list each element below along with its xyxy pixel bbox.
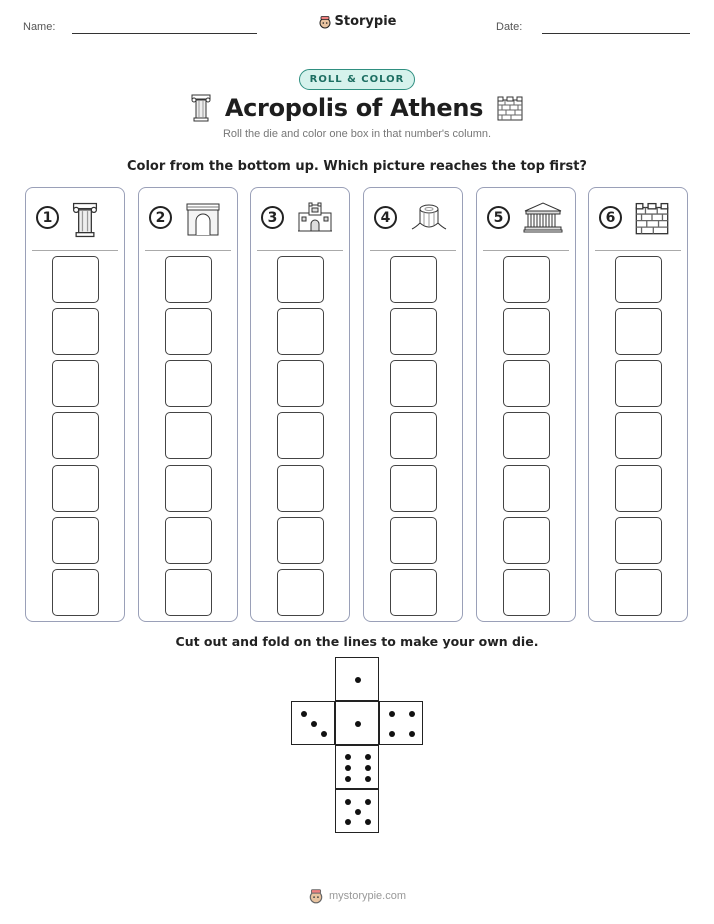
date-label: Date: xyxy=(496,21,523,33)
roll-column-2 xyxy=(138,187,238,622)
color-box[interactable] xyxy=(52,569,99,616)
brand-logo xyxy=(0,14,714,33)
color-box[interactable] xyxy=(52,517,99,564)
die-pip xyxy=(321,731,327,737)
column-divider xyxy=(483,250,569,251)
color-box[interactable] xyxy=(390,256,437,303)
color-box[interactable] xyxy=(277,308,324,355)
column-divider xyxy=(32,250,118,251)
die-pip xyxy=(345,776,351,782)
color-box[interactable] xyxy=(277,517,324,564)
instruction: Color from the bottom up. Which picture reaches the top first? xyxy=(127,159,587,174)
die-instruction: Cut out and fold on the lines to make your own die. xyxy=(175,634,539,649)
color-box[interactable] xyxy=(277,412,324,459)
color-box[interactable] xyxy=(52,412,99,459)
color-box[interactable] xyxy=(165,569,212,616)
die-pip xyxy=(311,721,317,727)
die-pip xyxy=(365,754,371,760)
die-pip xyxy=(389,731,395,737)
die-pip xyxy=(389,711,395,717)
die-pip xyxy=(355,809,361,815)
color-box[interactable] xyxy=(503,517,550,564)
column-divider xyxy=(145,250,231,251)
die-face-1 xyxy=(335,657,379,701)
color-box[interactable] xyxy=(390,412,437,459)
die-pip xyxy=(345,754,351,760)
color-box[interactable] xyxy=(503,569,550,616)
color-box[interactable] xyxy=(615,308,662,355)
name-label: Name: xyxy=(23,21,56,33)
die-pip xyxy=(365,765,371,771)
color-box[interactable] xyxy=(615,517,662,564)
color-box[interactable] xyxy=(615,256,662,303)
color-box[interactable] xyxy=(503,412,550,459)
column-header xyxy=(139,188,237,250)
column-number: 3 xyxy=(261,206,284,229)
die-pip xyxy=(345,799,351,805)
color-box[interactable] xyxy=(165,256,212,303)
color-box[interactable] xyxy=(277,569,324,616)
column-header xyxy=(251,188,349,250)
color-box[interactable] xyxy=(165,517,212,564)
color-box[interactable] xyxy=(390,517,437,564)
color-box[interactable] xyxy=(615,569,662,616)
color-box[interactable] xyxy=(503,360,550,407)
activity-badge: ROLL & COLOR xyxy=(0,67,714,90)
die-pip xyxy=(409,731,415,737)
color-box[interactable] xyxy=(390,360,437,407)
column-number: 1 xyxy=(36,206,59,229)
color-box[interactable] xyxy=(277,465,324,512)
arch-icon xyxy=(185,201,221,241)
die-pip xyxy=(301,711,307,717)
column-number: 2 xyxy=(149,206,172,229)
color-box[interactable] xyxy=(52,360,99,407)
brand-name: Storypie xyxy=(334,14,397,29)
page-title: Acropolis of Athens xyxy=(0,93,714,127)
column-divider xyxy=(595,250,681,251)
name-line[interactable] xyxy=(72,33,257,34)
die-face-4 xyxy=(379,701,423,745)
stone-wall-icon xyxy=(497,95,523,121)
roll-column-6 xyxy=(588,187,688,622)
column-number: 5 xyxy=(487,206,510,229)
column-number: 4 xyxy=(374,206,397,229)
die-pip xyxy=(365,776,371,782)
die-pip xyxy=(355,721,361,727)
color-box[interactable] xyxy=(615,360,662,407)
die-face-3 xyxy=(291,701,335,745)
color-box[interactable] xyxy=(277,256,324,303)
color-box[interactable] xyxy=(615,412,662,459)
footer-url: mystorypie.com xyxy=(328,890,407,902)
ionic-column-icon xyxy=(72,201,98,243)
die-pip xyxy=(345,765,351,771)
color-box[interactable] xyxy=(52,465,99,512)
roll-column-1 xyxy=(25,187,125,622)
parthenon-icon xyxy=(523,201,563,237)
die-pip xyxy=(409,711,415,717)
color-box[interactable] xyxy=(165,412,212,459)
color-box[interactable] xyxy=(52,256,99,303)
color-box[interactable] xyxy=(503,308,550,355)
color-box[interactable] xyxy=(390,569,437,616)
color-box[interactable] xyxy=(165,360,212,407)
color-box[interactable] xyxy=(165,308,212,355)
column-header xyxy=(364,188,462,250)
column-header xyxy=(477,188,575,250)
column-divider xyxy=(257,250,343,251)
die-pip xyxy=(355,677,361,683)
color-box[interactable] xyxy=(615,465,662,512)
color-box[interactable] xyxy=(165,465,212,512)
footer xyxy=(0,888,714,907)
subtitle: Roll the die and color one box in that number's column. xyxy=(222,128,492,140)
column-header xyxy=(26,188,124,250)
color-box[interactable] xyxy=(390,308,437,355)
storypie-mascot-icon xyxy=(318,15,332,29)
stone-wall-icon xyxy=(635,201,669,239)
column-divider xyxy=(370,250,456,251)
color-box[interactable] xyxy=(503,256,550,303)
color-box[interactable] xyxy=(277,360,324,407)
color-box[interactable] xyxy=(52,308,99,355)
column-number: 6 xyxy=(599,206,622,229)
die-face-1 xyxy=(335,701,379,745)
die-face-5 xyxy=(335,789,379,833)
date-line[interactable] xyxy=(542,33,690,34)
die-pip xyxy=(365,819,371,825)
tree-stump-icon xyxy=(410,201,448,237)
color-box[interactable] xyxy=(390,465,437,512)
roll-column-4 xyxy=(363,187,463,622)
roll-column-5 xyxy=(476,187,576,622)
die-pip xyxy=(365,799,371,805)
die-pip xyxy=(345,819,351,825)
color-box[interactable] xyxy=(503,465,550,512)
die-face-6 xyxy=(335,745,379,789)
column-header xyxy=(589,188,687,250)
ionic-column-icon xyxy=(191,93,211,123)
roll-column-3 xyxy=(250,187,350,622)
fortress-icon xyxy=(297,201,333,237)
storypie-mascot-icon xyxy=(308,888,324,904)
